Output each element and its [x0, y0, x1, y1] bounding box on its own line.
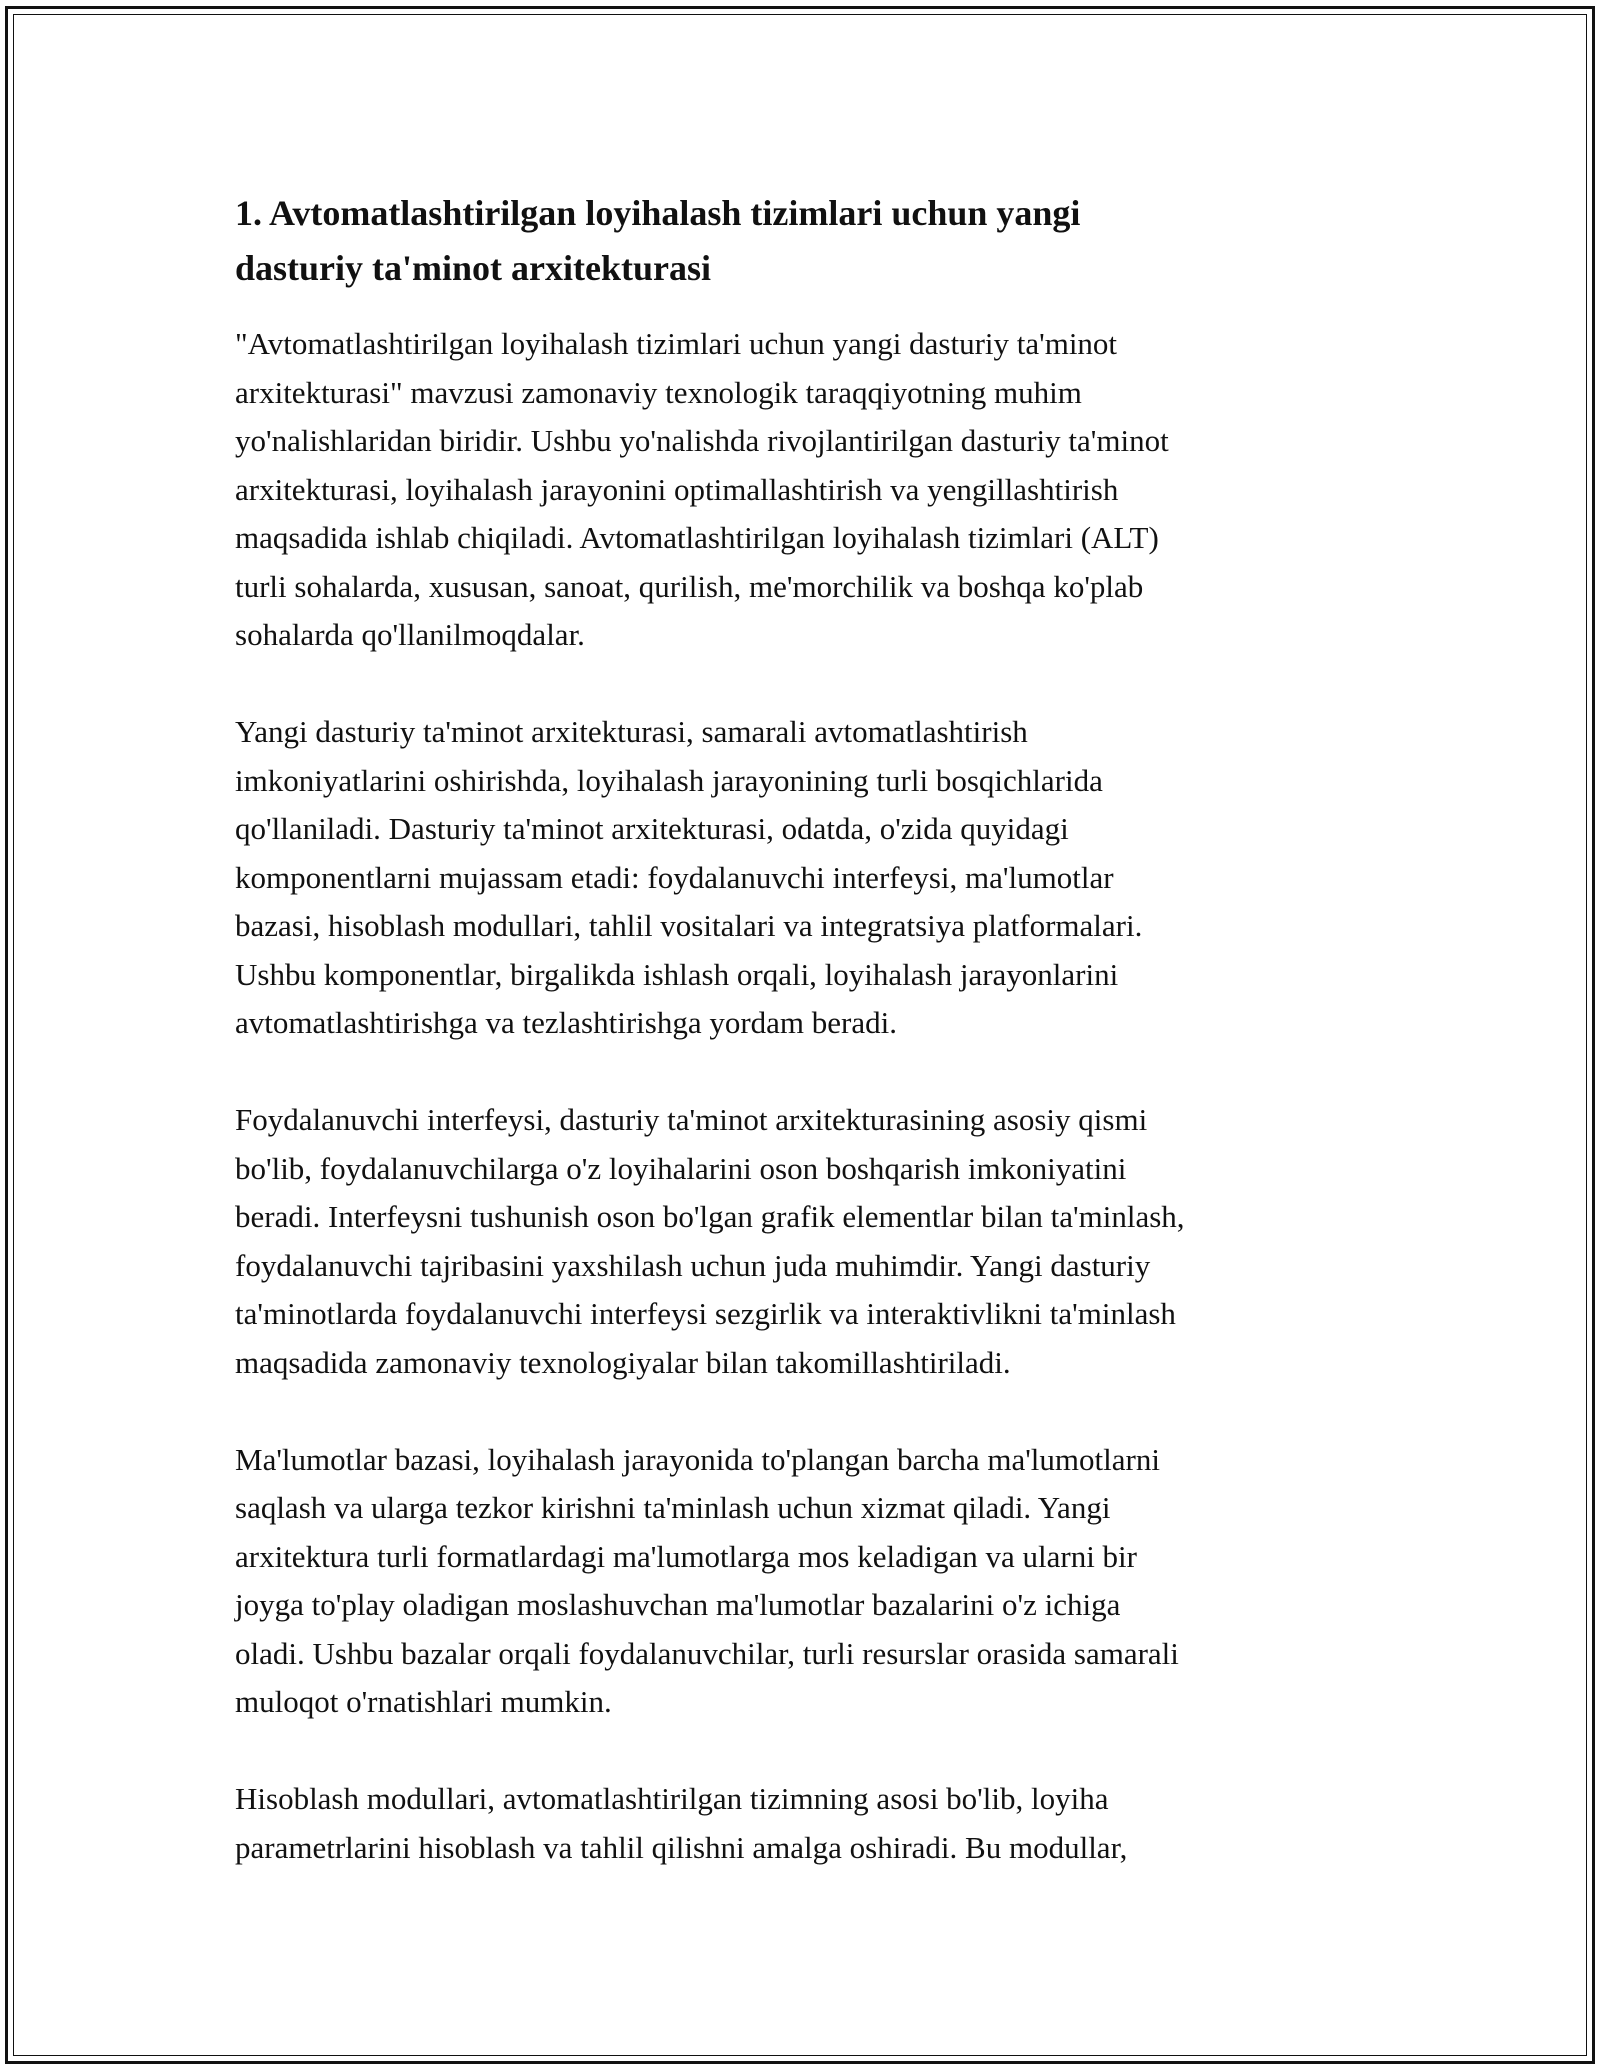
text-line: saqlash va ularga tezkor kirishni ta'minlash uchun xizmat qiladi. Yangi [235, 1490, 1111, 1525]
paragraph-spacer [235, 660, 1370, 709]
text-line: bazasi, hisoblash modullari, tahlil vositalari va integratsiya platformalari. [235, 908, 1143, 943]
text-line: Hisoblash modullari, avtomatlashtirilgan tizimning asosi bo'lib, loyiha [235, 1781, 1109, 1816]
text-line: maqsadida zamonaviy texnologiyalar bilan takomillashtiriladi. [235, 1344, 1011, 1380]
text-line: arxitekturasi" mavzusi zamonaviy texnologik taraqqiyotning muhim [235, 374, 1082, 410]
text-line: qo'llaniladi. Dasturiy ta'minot arxitekturasi, odatda, o'zida quyidagi [235, 811, 1069, 846]
text-line: Ma'lumotlar bazasi, loyihalash jarayonida to'plangan barcha ma'lumotlarni [235, 1441, 1160, 1477]
text-line: maqsadida ishlab chiqiladi. Avtomatlashtirilgan loyihalash tizimlari (ALT) [235, 520, 1159, 555]
text-line: avtomatlashtirishga va tezlashtirishga yordam beradi. [235, 1005, 897, 1040]
paragraph [235, 1436, 1370, 1727]
text-line: muloqot o'rnatishlari mumkin. [235, 1684, 612, 1719]
text-line: joyga to'play oladigan moslashuvchan ma'lumotlar bazalarini o'z ichiga [235, 1587, 1121, 1622]
heading-line: 1. Avtomatlashtirilgan loyihalash tizimlari uchun yangi [235, 193, 1081, 233]
text-line: yo'nalishlaridan biridir. Ushbu yo'nalishda rivojlantirilgan dasturiy ta'minot [235, 423, 1169, 458]
text-line: turli sohalarda, xususan, sanoat, qurilish, me'morchilik va boshqa ko'plab [235, 568, 1144, 604]
text-line: arxitektura turli formatlardagi ma'lumotlarga mos keladigan va ularni bir [235, 1538, 1137, 1574]
text-line: foydalanuvchi tajribasini yaxshilash uchun juda muhimdir. Yangi dasturiy [235, 1247, 1151, 1283]
paragraph-spacer [235, 1048, 1370, 1097]
text-line: Foydalanuvchi interfeysi, dasturiy ta'minot arxitekturasining asosiy qismi [235, 1102, 1148, 1137]
text-line: Ushbu komponentlar, birgalikda ishlash orqali, loyihalash jarayonlarini [235, 956, 1119, 992]
paragraph [235, 708, 1370, 1048]
text-line: beradi. Interfeysni tushunish oson bo'lgan grafik elementlar bilan ta'minlash, [235, 1199, 1185, 1234]
paragraph-spacer [235, 1727, 1370, 1776]
text-line: Yangi dasturiy ta'minot arxitekturasi, samarali avtomatlashtirish [235, 714, 1028, 749]
section-heading [235, 186, 1370, 296]
paragraph-spacer [235, 1387, 1370, 1436]
paragraph [235, 320, 1370, 660]
paragraph [235, 1096, 1370, 1387]
document-body [235, 186, 1370, 1872]
text-line: sohalarda qo'llanilmoqdalar. [235, 617, 585, 652]
text-line: bo'lib, foydalanuvchilarga o'z loyihalarini oson boshqarish imkoniyatini [235, 1150, 1127, 1186]
text-line: komponentlarni mujassam etadi: foydalanuvchi interfeysi, ma'lumotlar [235, 859, 1114, 895]
text-line: arxitekturasi, loyihalash jarayonini optimallashtirish va yengillashtirish [235, 471, 1119, 507]
text-line: "Avtomatlashtirilgan loyihalash tizimlari uchun yangi dasturiy ta'minot [235, 326, 1118, 361]
text-line: oladi. Ushbu bazalar orqali foydalanuvchilar, turli resurslar orasida samarali [235, 1635, 1179, 1671]
text-line: parametrlarini hisoblash va tahlil qilishni amalga oshiradi. Bu modullar, [235, 1829, 1128, 1865]
text-line: ta'minotlarda foydalanuvchi interfeysi sezgirlik va interaktivlikni ta'minlash [235, 1296, 1176, 1331]
text-line: imkoniyatlarini oshirishda, loyihalash jarayonining turli bosqichlarida [235, 762, 1103, 798]
heading-line: dasturiy ta'minot arxitekturasi [235, 248, 711, 288]
paragraph [235, 1775, 1370, 1872]
